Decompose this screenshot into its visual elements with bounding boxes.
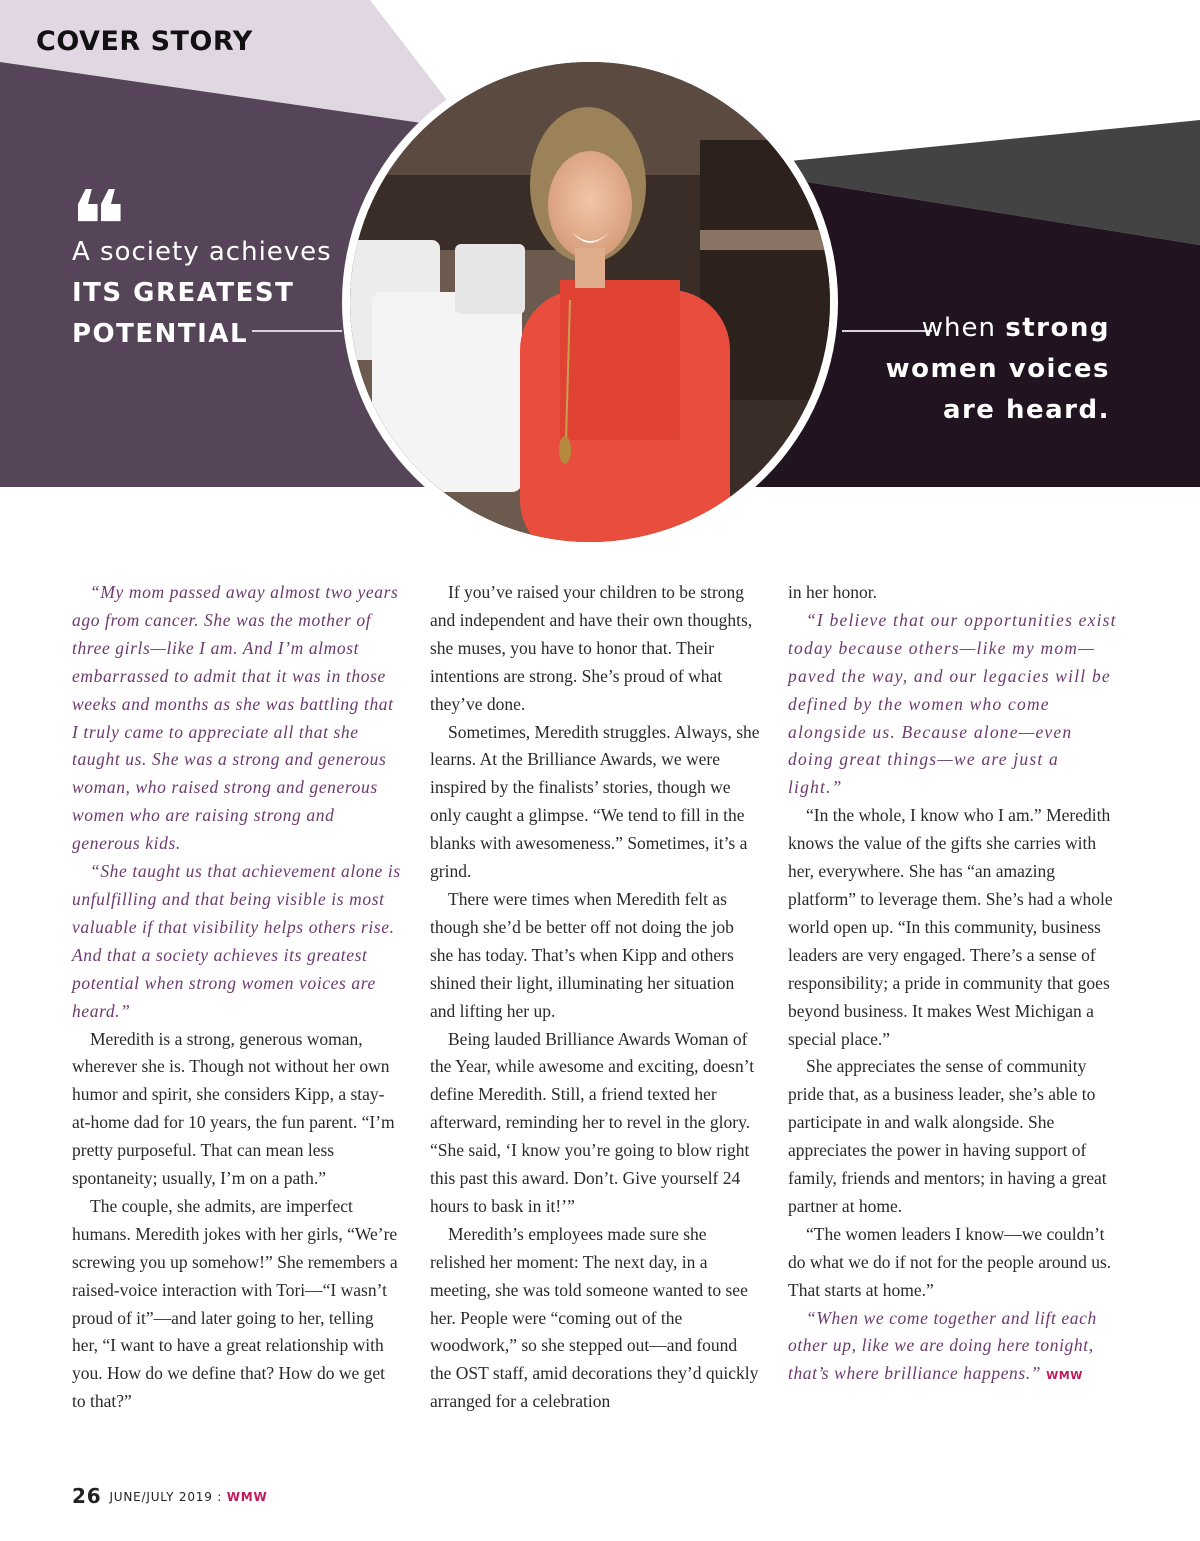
body-paragraph: There were times when Meredith felt as though she’d be better off not doing the job she has today. That’s when Kipp and others shined their light, illuminating her situation and lifting her up.: [430, 888, 735, 1021]
footer-brand: WMW: [226, 1490, 268, 1504]
quote-mark-icon: ❝: [70, 178, 127, 238]
quote-rule-left: [252, 330, 342, 332]
hero-quote-right: [790, 308, 1110, 431]
section-label: COVER STORY: [36, 26, 253, 57]
closing-quote-text: “When we come together and lift each other up, like we are doing here tonight, that’s where brilliance happens.”: [788, 1307, 1097, 1384]
pull-quote-paragraph: [788, 1305, 1118, 1391]
body-paragraph: in her honor.: [788, 582, 877, 602]
body-paragraph: She appreciates the sense of community pride that, as a business leader, she’s able to participate in and walk alongside. She appreciates the power in having support of family, friends and mentors; in having a great partner at home.: [788, 1056, 1107, 1216]
pull-quote-paragraph: “I believe that our opportunities exist today because others—like my mom—paved the way, and our legacies will be defined by the women who come alongside us. Because alone—even doing great things—we are just a light.”: [788, 609, 1117, 798]
body-paragraph: The couple, she admits, are imperfect humans. Meredith jokes with her girls, “We’re screwing you up somehow!” She remembers a raised-voice interaction with Tori—“I wasn’t proud of it”—and later going to her, telling her, “I want to have a great relationship with you. How do we define that? How do we get to that?”: [72, 1195, 398, 1412]
article-column-1: [72, 579, 402, 1416]
pull-quote-paragraph: “My mom passed away almost two years ago from cancer. She was the mother of three girls—like I am. And I’m almost embarrassed to admit that it was in those weeks and months as she was battling that I truly came to appreciate all that she taught us. She was a strong and generous woman, who raised strong and generous women who are raising strong and generous kids.: [72, 582, 399, 854]
hero-quote-line: A society achieves: [72, 237, 332, 267]
body-paragraph: “In the whole, I know who I am.” Meredith knows the value of the gifts she carries with her, everywhere. She has “an amazing platform” to leverage them. She’s had a whole world open up. “In this community, business leaders are very engaged. There’s a sense of responsibility; a pride in community that goes beyond business. It makes West Michigan a special place.”: [788, 805, 1113, 1049]
hero-quote-line: women voices: [885, 354, 1110, 384]
body-paragraph: “The women leaders I know—we couldn’t do what we do if not for the people around us. That starts at home.”: [788, 1223, 1112, 1300]
article-column-3: [788, 579, 1118, 1390]
pull-quote-paragraph: “She taught us that achievement alone is unfulfilling and that being visible is most valuable if that visibility helps others rise. And that a society achieves its greatest potential when strong women voices are heard.”: [72, 861, 401, 1021]
hero-quote-word: when: [921, 313, 997, 343]
article-column-2: [430, 579, 760, 1416]
hero-quote-line: are heard.: [942, 395, 1110, 425]
hero-quote-line: POTENTIAL: [72, 319, 249, 349]
hero-quote-word: strong: [1005, 313, 1110, 343]
page-footer: [72, 1484, 268, 1508]
body-paragraph: Meredith’s employees made sure she relished her moment: The next day, in a meeting, she was told someone wanted to see her. People were “coming out of the woodwork,” so she stepped out—and found the OST staff, amid decorations they’d quickly arranged for a celebration: [430, 1223, 759, 1412]
hero-quote-left: [72, 232, 332, 355]
hero-quote-line: [790, 308, 1110, 349]
body-paragraph: Sometimes, Meredith struggles. Always, she learns. At the Brilliance Awards, we were inspired by the finalists’ stories, though we only caught a glimpse. “We tend to fill in the blanks with awesomeness.” Sometimes, it’s a grind.: [430, 721, 760, 882]
body-paragraph: If you’ve raised your children to be strong and independent and have their own thoughts, she muses, you have to honor that. Their intentions are strong. She’s proud of what they’ve done.: [430, 582, 753, 714]
hero-quote-line: ITS GREATEST: [72, 278, 295, 308]
page-number: 26: [72, 1484, 102, 1508]
body-paragraph: Being lauded Brilliance Awards Woman of the Year, while awesome and exciting, doesn’t define Meredith. Still, a friend texted her afterward, reminding her to revel in the glory. “She said, ‘I know you’re going to blow right this past this award. Don’t. Give yourself 24 hours to bask in it!’”: [430, 1028, 755, 1216]
issue-date: JUNE/JULY 2019 :: [109, 1490, 223, 1504]
end-mark: WMW: [1046, 1369, 1083, 1383]
body-paragraph: Meredith is a strong, generous woman, wherever she is. Though not without her own humor and spirit, she considers Kipp, a stay-at-home dad for 10 years, the fun parent. “I’m pretty purposeful. That can mean less spontaneity; usually, I’m on a path.”: [72, 1028, 395, 1189]
